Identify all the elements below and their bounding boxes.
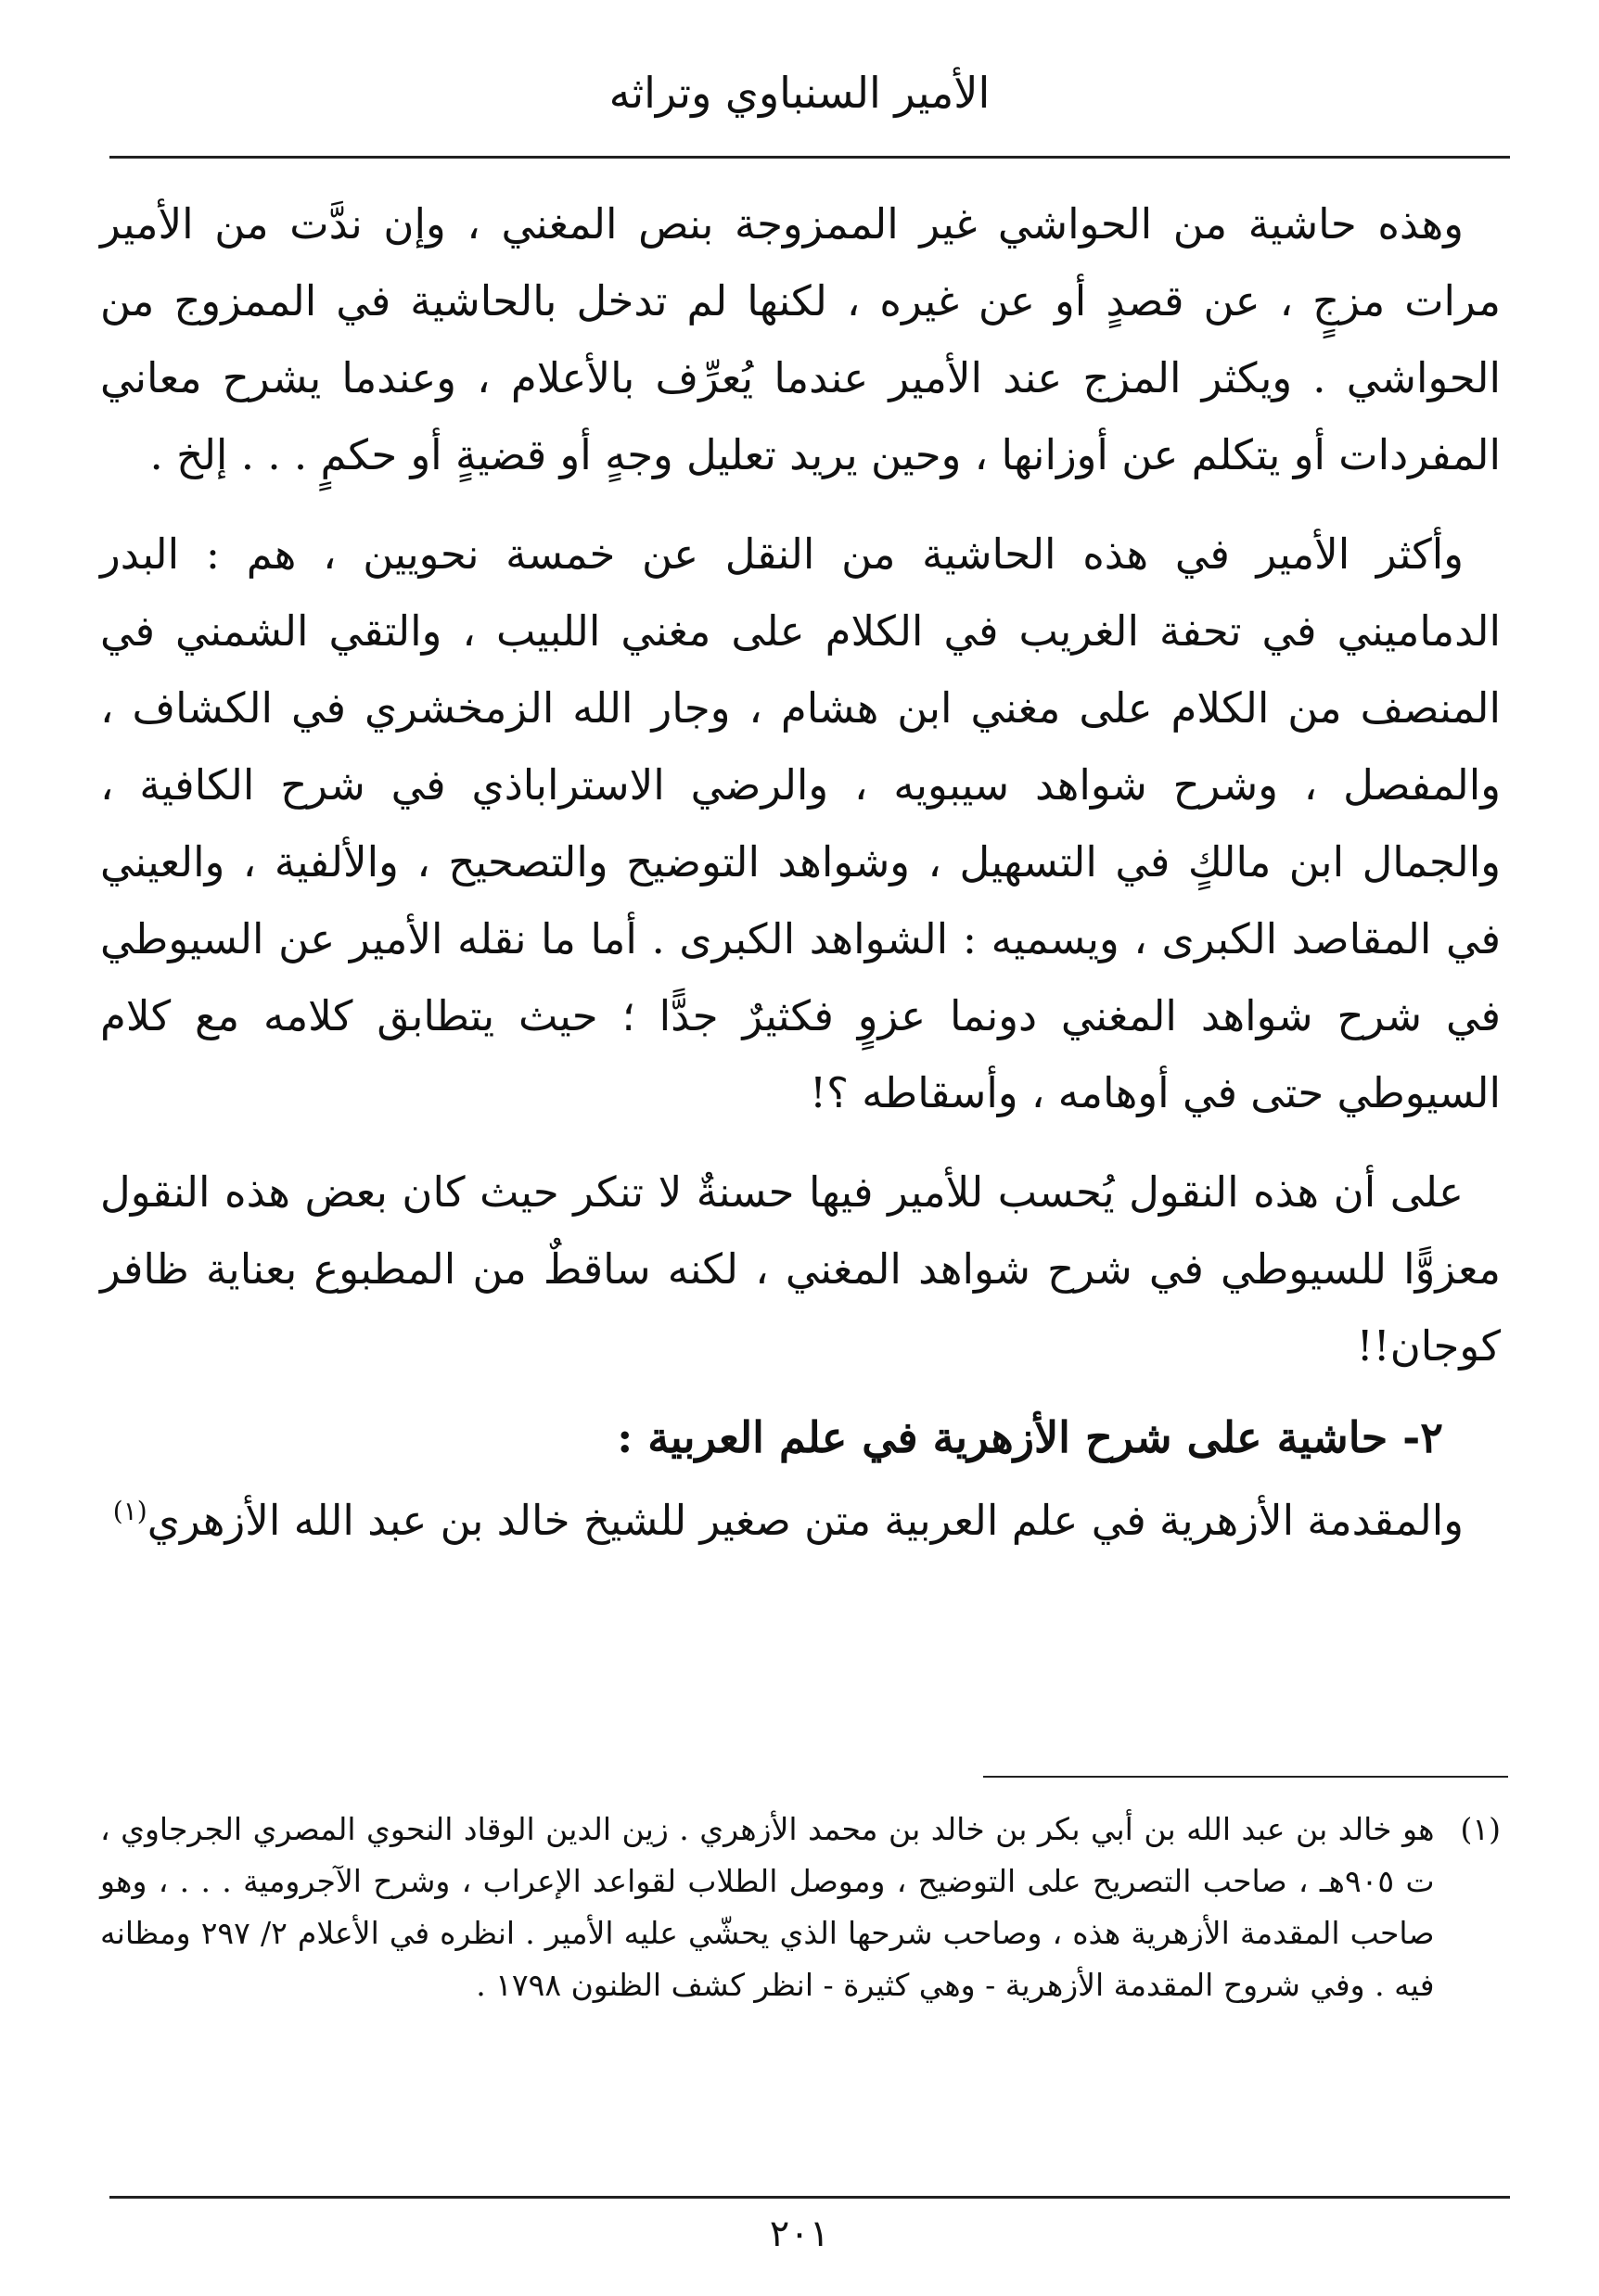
- page-number: ٢٠١: [769, 2213, 830, 2255]
- footnote-separator: [983, 1776, 1508, 1778]
- section-heading: ٢- حاشية على شرح الأزهرية في علم العربية :: [617, 1412, 1443, 1462]
- paragraph-4-text: والمقدمة الأزهرية في علم العربية متن صغير للشيخ خالد بن عبد الله الأزهري: [147, 1496, 1464, 1545]
- main-text: [100, 185, 1501, 1581]
- paragraph-2: وأكثر الأمير في هذه الحاشية من النقل عن خمسة نحويين ، هم : البدر الدماميني في تحفة الغريب في الكلام على مغني اللبيب ، والتقي الشمني في المنصف من الكلام على مغني ابن هشام ، وجار الله الزمخشري في الكشاف ، والمفصل ، وشرح شواهد سيبويه ، والرضي الاستراباذي في شرح الكافية ، والجمال ابن مالكٍ في التسهيل ، وشواهد التوضيح والتصحيح ، والألفية ، والعيني في المقاصد الكبرى ، ويسميه : الشواهد الكبرى . أما ما نقله الأمير عن السيوطي في شرح شواهد المغني دونما عزوٍ فكثيرٌ جدًّا ؛ حيث يتطابق كلامه مع كلام السيوطي حتى في أوهامه ، وأسقاطه ؟!: [100, 529, 1501, 1117]
- footnote-number: (١): [1460, 1811, 1501, 1847]
- footnote-text: هو خالد بن عبد الله بن أبي بكر بن خالد بن محمد الأزهري . زين الدين الوقاد النحوي المصري الجرجاوي ، ت ٩٠٥هـ ، صاحب التصريح على التوضيح ، وموصل الطلاب لقواعد الإعراب ، وشرح الآجرومية . . . ، وهو صاحب المقدمة الأزهرية هذه ، وصاحب شرحها الذي يحشّي عليه الأمير . انظره في الأعلام ٢/ ٢٩٧ ومظانه فيه . وفي شروح المقدمة الأزهرية - وهي كثيرة - انظر كشف الظنون ١٧٩٨ .: [100, 1811, 1435, 2003]
- footnotes: [100, 1804, 1501, 2011]
- footer-rule: [109, 2196, 1510, 2199]
- footnote-reference: (١): [112, 1496, 147, 1526]
- paragraph-1: وهذه حاشية من الحواشي غير الممزوجة بنص المغني ، وإن ندَّت من الأمير مرات مزجٍ ، عن قصدٍ أو عن غيره ، لكنها لم تدخل بالحاشية في الممزوج من الحواشي . ويكثر المزج عند الأمير عندما يُعرِّف بالأعلام ، وعندما يشرح معاني المفردات أو يتكلم عن أوزانها ، وحين يريد تعليل وجهٍ أو قضيةٍ أو حكمٍ . . . إلخ .: [100, 199, 1501, 479]
- paragraph-3: على أن هذه النقول يُحسب للأمير فيها حسنةٌ لا تنكر حيث كان بعض هذه النقول معزوًّا للسيوطي في شرح شواهد المغني ، لكنه ساقطٌ من المطبوع بعناية ظافر كوجان!!: [100, 1167, 1501, 1371]
- paragraph-4: [100, 1482, 1501, 1559]
- header-rule: [109, 156, 1510, 159]
- running-head: الأمير السنباوي وتراثه: [608, 68, 991, 118]
- footnote-1: [100, 1804, 1501, 2011]
